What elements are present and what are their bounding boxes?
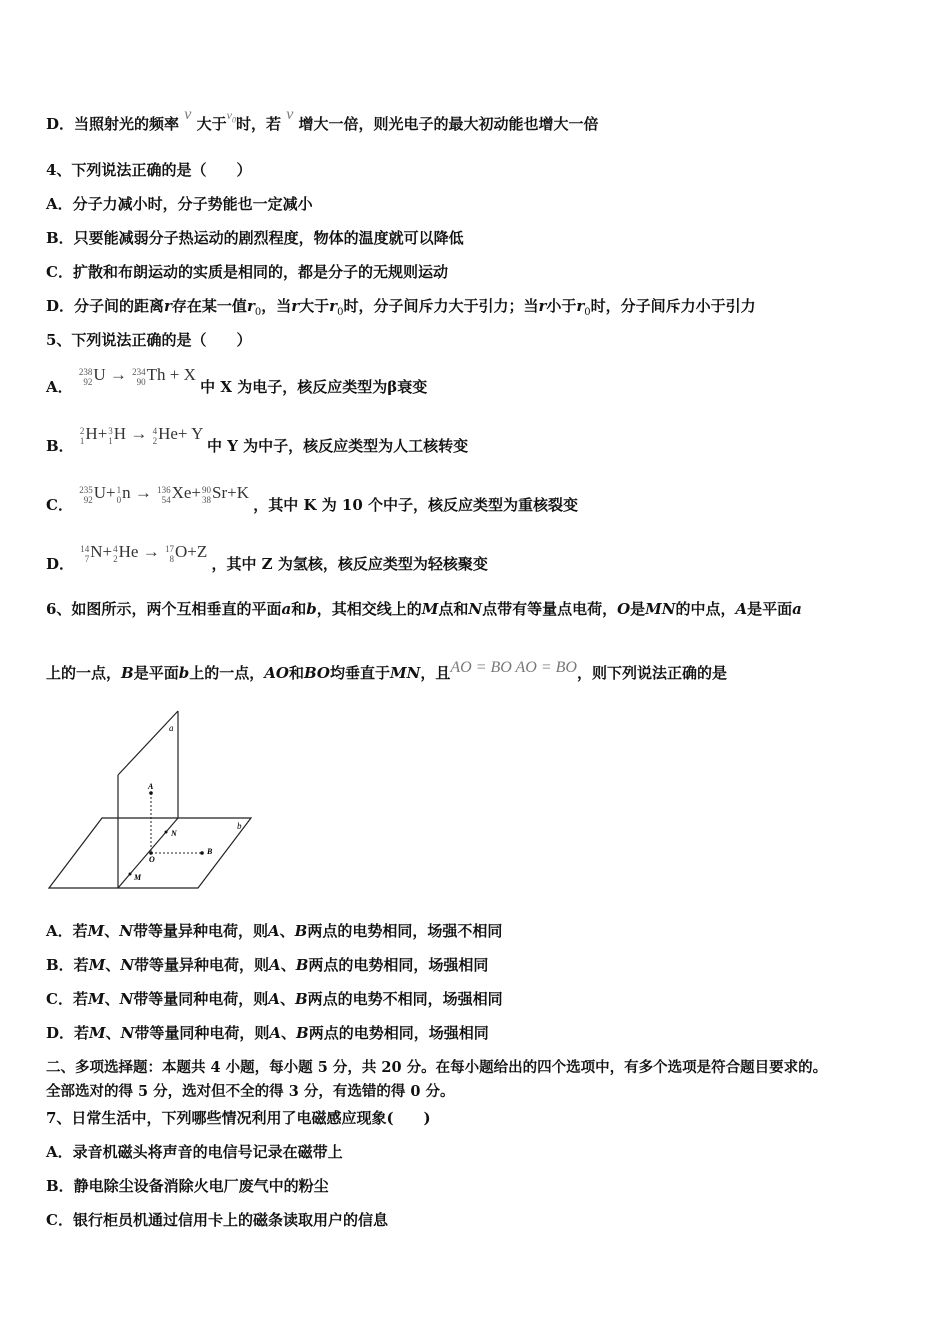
label-a-plane: a: [169, 723, 174, 733]
section2-heading-line1: 二、多项选择题：本题共 4 小题，每小题 5 分，共 20 分。在每小题给出的四个选项中，有多个选项是符合题目要求的。: [46, 1059, 828, 1076]
q6-option-a: A．若M、N带等量异种电荷，则A、B两点的电势相同，场强不相同: [46, 922, 503, 940]
q6-option-b: B．若M、N带等量异种电荷，则A、B两点的电势相同，场强相同: [46, 956, 489, 974]
q4-option-b: B．只要能减弱分子热运动的剧烈程度，物体的温度就可以降低: [46, 229, 464, 247]
q7-stem: 7、日常生活中，下列哪些情况利用了电磁感应现象( ): [46, 1109, 431, 1127]
label-point-b: B: [207, 847, 213, 856]
q6-stem-line2: 上的一点，B是平面b上的一点，AO和BO均垂直于MN，且AO = BO AO = BO，则下列说法正确的是: [46, 659, 727, 682]
q5-option-a: A． 238 92 U → 234 90 Th + X 中 X 为电子，核反应类型为β衰变: [46, 365, 428, 396]
q3-option-d: D．当照射光的频率 ν 大于$^{\nu_0}$时，若 ν 增大一倍，则光电子的最大初动能也增大一倍: [46, 106, 599, 133]
q7-option-a: A．录音机磁头将声音的电信号记录在磁带上: [46, 1143, 343, 1161]
q4-option-d: D．分子间的距离r存在某一值$r_0$，当r大于$r_0$时，分子间斥力大于引力；当r小于$r_0$时，分子间斥力小于引力: [46, 297, 756, 318]
q5-a-equation: 238 92 U → 234 90 Th + X: [78, 365, 196, 388]
section2-heading-line2: 全部选对的得 5 分，选对但不全的得 3 分，有选错的得 0 分。: [46, 1083, 455, 1100]
point-b: [200, 851, 204, 855]
point-a: [149, 791, 153, 795]
q5-option-b: B． 2 1 H+ 3 1 H → 4 2 He+ Y 中 Y 为中子，核反应类型为人工核转变: [46, 424, 469, 455]
point-n: [165, 831, 168, 834]
label-point-n: N: [171, 829, 177, 838]
label-point-a: A: [148, 782, 154, 791]
q5-option-c: C． 235 92 U+ 1 0 n → 136 54 Xe+ 90 38 Sr+K ，其中 K 为 10 个中子，核反应类型为重核裂变: [46, 483, 579, 514]
perpendicular-planes-figure: [44, 705, 254, 895]
q6-stem-line1: 6、如图所示，两个互相垂直的平面a和b，其相交线上的M点和N点带有等量点电荷，O是MN的中点，A是平面a: [46, 600, 802, 618]
label-b-plane: b: [237, 821, 242, 831]
label-point-m: M: [134, 873, 142, 882]
q6-equation: AO = BO AO = BO: [450, 659, 577, 676]
q6-option-d: D．若M、N带等量同种电荷，则A、B两点的电势相同，场强相同: [46, 1024, 489, 1042]
point-m: [129, 873, 132, 876]
q4-option-c: C．扩散和布朗运动的实质是相同的，都是分子的无规则运动: [46, 263, 448, 281]
q5-b-equation: 2 1 H+ 3 1 H → 4 2 He+ Y: [79, 424, 203, 447]
q5-option-d: D． 14 7 N+ 4 2 He → 17 8 O+Z ，其中 Z 为氢核，核反应类型为轻核聚变: [46, 542, 488, 573]
q5-d-equation: 14 7 N+ 4 2 He → 17 8 O+Z: [80, 542, 208, 565]
q4-stem: 4、下列说法正确的是（ ）: [46, 161, 252, 179]
q4-option-a: A．分子力减小时，分子势能也一定减小: [46, 195, 313, 213]
label-point-o: O: [149, 855, 155, 864]
q5-c-equation: 235 92 U+ 1 0 n → 136 54 Xe+ 90 38 Sr+K: [79, 483, 249, 506]
q7-option-c: C．银行柜员机通过信用卡上的磁条读取用户的信息: [46, 1211, 388, 1229]
plane-a-top-edge: [118, 711, 178, 775]
q5-stem: 5、下列说法正确的是（ ）: [46, 331, 252, 349]
q6-option-c: C．若M、N带等量同种电荷，则A、B两点的电势不相同，场强相同: [46, 990, 503, 1008]
q7-option-b: B．静电除尘设备消除火电厂废气中的粉尘: [46, 1177, 329, 1195]
